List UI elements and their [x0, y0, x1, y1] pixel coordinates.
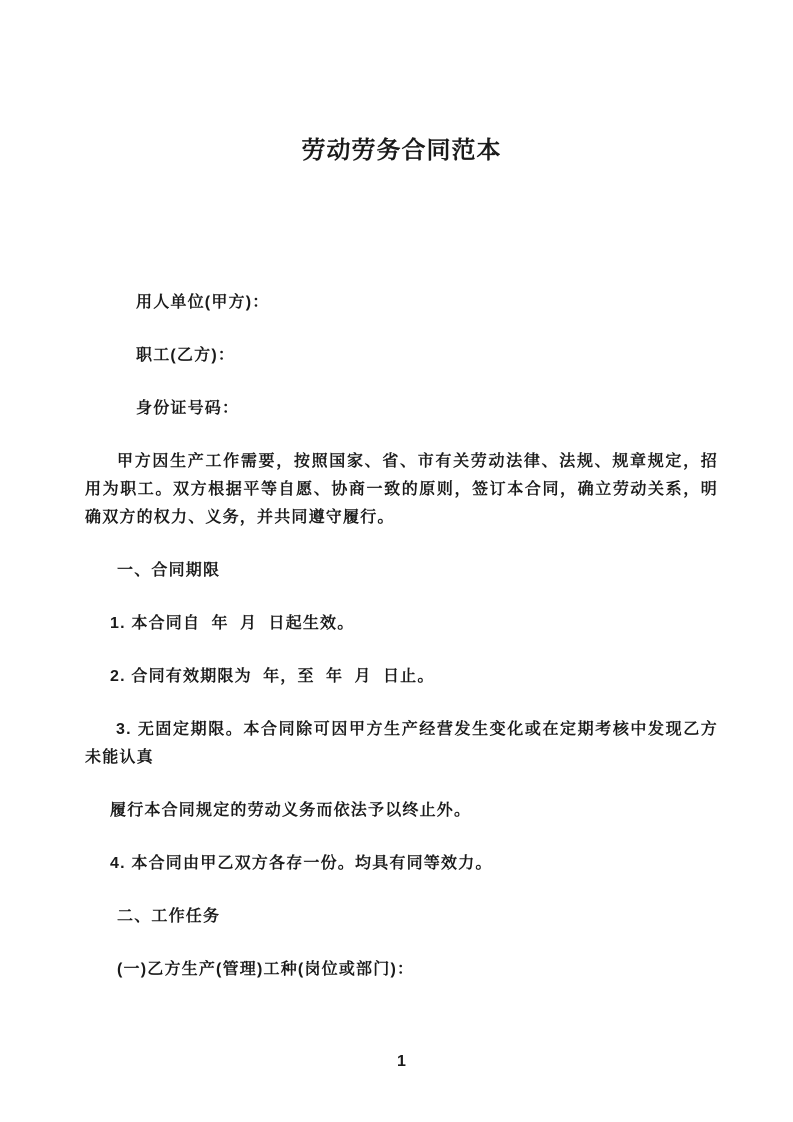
clause-1-3-continuation: 履行本合同规定的劳动义务而依法予以终止外。 — [110, 802, 472, 819]
section-2-heading: 二、工作任务 — [117, 908, 221, 925]
clause-1-3: 3. 无固定期限。本合同除可因甲方生产经营发生变化或在定期考核中发现乙方未能认真 — [85, 721, 718, 766]
party-label-id-number: 身份证号码： — [136, 400, 240, 417]
clause-1-4: 4. 本合同由甲乙双方各存一份。均具有同等效力。 — [110, 855, 493, 872]
party-label-employee: 职工(乙方)： — [136, 347, 236, 364]
section-1-heading: 一、合同期限 — [117, 562, 221, 579]
preamble-paragraph: 甲方因生产工作需要，按照国家、省、市有关劳动法律、法规、规章规定，招用为职工。双方根据平等自愿、协商一致的原则，签订本合同，确立劳动关系，明确双方的权力、义务，并共同遵守履行。 — [85, 453, 718, 526]
party-label-employer: 用人单位(甲方)： — [136, 294, 270, 311]
document-title: 劳动劳务合同范本 — [301, 137, 502, 164]
page-number: 1 — [397, 1053, 406, 1070]
clause-1-1: 1. 本合同自 年 月 日起生效。 — [110, 615, 355, 632]
document-content — [0, 133, 793, 1076]
clause-2-1: (一)乙方生产(管理)工种(岗位或部门)： — [117, 961, 415, 978]
party-block — [85, 289, 718, 423]
page-footer — [85, 1048, 718, 1076]
clause-1-2: 2. 合同有效期限为 年，至 年 月 日止。 — [110, 668, 435, 685]
